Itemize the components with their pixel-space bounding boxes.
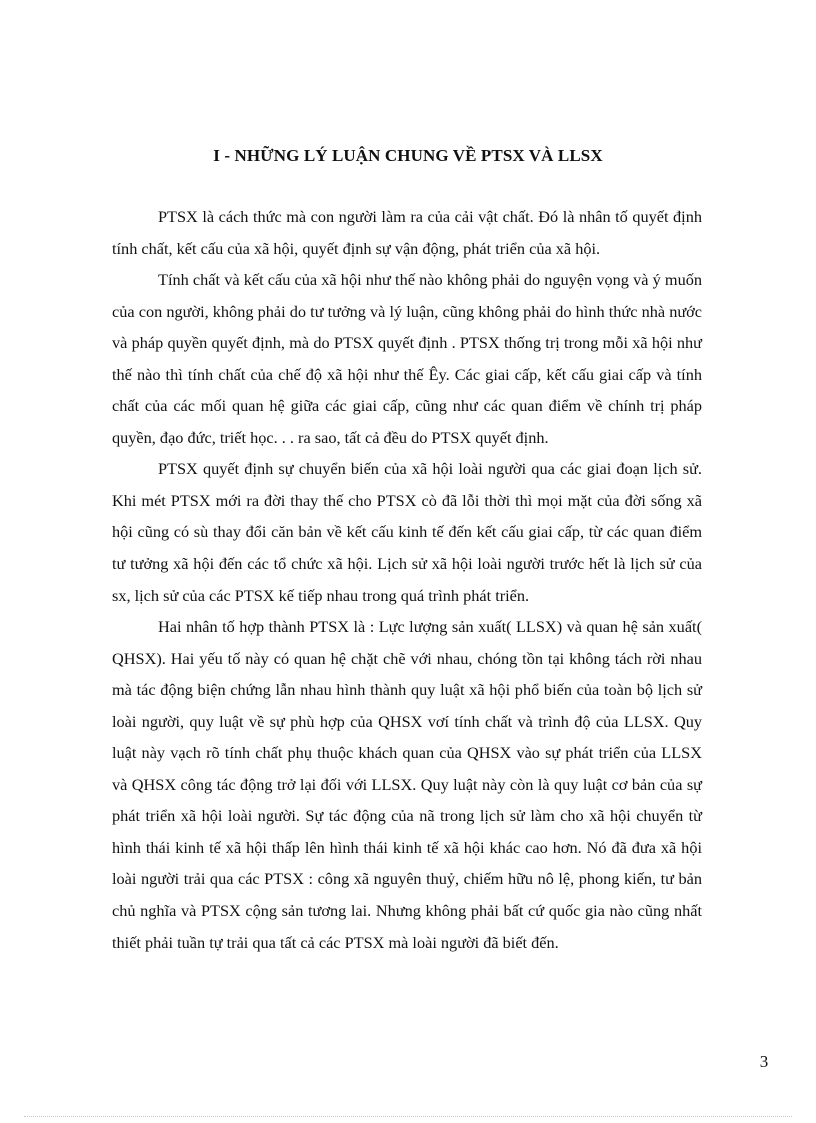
- page-number: 3: [759, 1052, 769, 1071]
- paragraph-3: PTSX quyết định sự chuyển biến của xã hội loài người qua các giai đoạn lịch sử. Khi mét PTSX mới ra đời thay thế cho PTSX cò đã lỗi thời thì mọi mặt của đời sống xã hội cũng có sù thay đổi căn bản về kết cấu kinh tế đến kết cấu giai cấp, từ các quan điểm tư tưởng xã hội đến các tổ chức xã hội. Lịch sử xã hội loài người trước hết là lịch sử của sx, lịch sử của các PTSX kế tiếp nhau trong quá trình phát triển.: [112, 459, 702, 605]
- paragraph-4: Hai nhân tố hợp thành PTSX là : Lực lượng sản xuất( LLSX) và quan hệ sản xuất( QHSX). Hai yếu tố này có quan hệ chặt chẽ với nhau, chóng tồn tại không tách rời nhau mà tác động biện chứng lẫn nhau hình thành quy luật xã hội phổ biến của toàn bộ lịch sử loài người, quy luật về sự phù hợp của QHSX vơí tính chất và trình độ của LLSX. Quy luật này vạch rõ tính chất phụ thuộc khách quan của QHSX vào sự phát triển của LLSX và QHSX công tác động trở lại đối với LLSX. Quy luật này còn là quy luật cơ bản của sự phát triển xã hội loài người. Sự tác động của nã trong lịch sử làm cho xã hội chuyển từ hình thái kinh tế xã hội thấp lên hình thái kinh tế xã hội khác cao hơn. Nó đã đưa xã hội loài người trải qua các PTSX : công xã nguyên thuỷ, chiếm hữu nô lệ, phong kiến, tư bản chủ nghĩa và PTSX cộng sản tương lai. Nhưng không phải bất cứ quốc gia nào cũng nhất thiết phải tuần tự trải qua tất cả các PTSX mà loài người đã biết đến.: [112, 617, 702, 952]
- paragraph-2: Tính chất và kết cấu của xã hội như thế nào không phải do nguyện vọng và ý muốn của con người, không phải do tư tưởng và lý luận, cũng không phải do hình thức nhà nước và pháp quyền quyết định, mà do PTSX quyết định . PTSX thống trị trong mỗi xã hội như thế nào thì tính chất của chế độ xã hội như thế Êy. Các giai cấp, kết cấu giai cấp và tính chất của các mối quan hệ giữa các giai cấp, cũng như các quan điểm về chính trị pháp quyền, đạo đức, triết học. . . ra sao, tất cả đều do PTSX quyết định.: [112, 270, 702, 447]
- paragraph-1: PTSX là cách thức mà con người làm ra của cải vật chất. Đó là nhân tố quyết định tính chất, kết cấu của xã hội, quyết định sự vận động, phát triển của xã hội.: [112, 207, 702, 258]
- body-text: [112, 201, 702, 958]
- page-bottom-divider: [24, 1116, 792, 1117]
- section-title: I - NHỮNG LÝ LUẬN CHUNG VỀ PTSX VÀ LLSX: [213, 146, 603, 165]
